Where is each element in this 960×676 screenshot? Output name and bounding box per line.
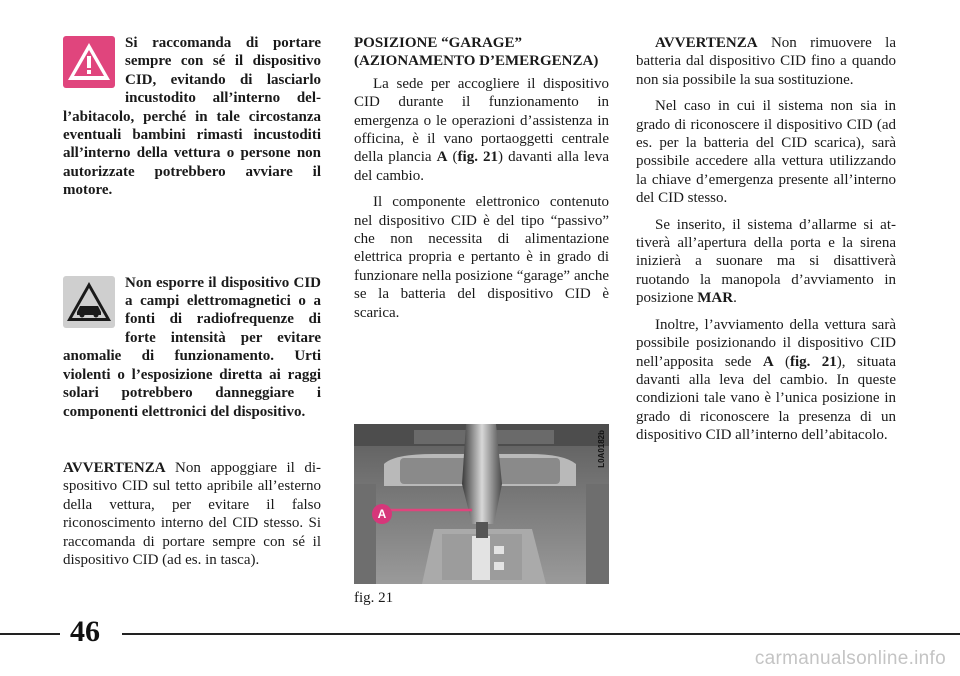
warning-note-1 [63,34,321,200]
avvertenza-label: AVVERTENZA [655,35,758,51]
warning-note-2 [63,274,321,421]
fig-ref: fig. 21 [457,149,499,166]
note-avvertenza-left [63,459,321,569]
warning-triangle-icon [63,36,115,88]
ref-a: A [436,149,448,166]
car-warning-icon [63,276,115,328]
note-text: Non appoggiare il dispositivo CID sul tetto apribile all’esterno della vettura, per evitare il falso riconoscimento interno del CID stesso. Si raccomanda di portare sempre con sé il dispositivo CID (ad es. in tasca). [63,459,321,568]
warning-text-1: Si raccomanda di portare sempre con sé il dispositivo CID, evitando di lasciarlo incustodito all’interno dell’abitacolo, perché in tale circostanza eventuali bambini rimasti incustoditi all’interno della vettura o persone non autorizzate potrebbero avviare il motore. [63,35,321,199]
middle-paragraph-2: Il componente elettronico contenuto nel dispositivo CID è del tipo “passivo” che non necessita di alimentazione elettrica propria e pertanto è in grado di funzionare nella posizione “garage” anche se la batteria del dispositivo CID è scarica. [354,194,609,321]
p1-text-a: La sede per accogliere il dispositivo CID durante il funzionamento in emergenza o le operazioni d’assistenza in officina, è il vano portaoggetti centrale della plancia [354,75,609,166]
right-paragraph-4 [636,316,896,445]
right-paragraph-3 [636,216,896,308]
ref-a-2: A [762,353,774,370]
footer-rule-right [122,633,960,635]
note-label: AVVERTENZA [63,459,166,476]
figure-code: L0A0182b [597,430,606,468]
p4-text-a: Inoltre, l’avviamento della vettura sarà possibile posizionando il dispositivo CID nell’apposita sede [636,316,896,370]
warning-text-2: Non esporre il dispositivo CID a campi elettromagnetici o a fonti di radiofrequenze di forte intensità per evitare anomalie di funzionamento. Urti violenti o l’esposizione diretta ai raggi solari potrebbero danneggiare i componenti elettronici del dispositivo. [63,274,321,420]
middle-column [354,34,609,322]
gear-console-photo [354,424,609,584]
right-paragraph-2: Nel caso in cui il sistema non sia in grado di riconoscere il dispositivo CID (ad es. per la batteria del CID scarica), sarà possibile accedere alla vettura utilizzando la chiave d’emergenza presente all’interno del CID stesso. [636,98,896,207]
mar-label: MAR [697,290,734,307]
p3-text-a: Se inserito, il sistema d’allarme si attiverà all’apertura della porta e la sirena inizierà a suonare ma si disattiverà ruotando la manopola d’avviamento in posizione [636,216,896,307]
callout-a: A [372,504,392,524]
footer-rule-left [0,633,60,635]
figure-caption: fig. 21 [354,590,394,606]
middle-paragraph-1 [354,75,609,185]
fig-ref-2: fig. 21 [790,353,837,370]
p3-text-b: . [733,290,737,307]
p1-text: Non rimuovere la batteria dal dispositivo CID fino a quando non sia possibile la sua sostituzione. [636,35,896,88]
right-paragraph-1 [636,34,896,89]
figure-gear-console [354,424,609,584]
p1-text-b: ) davanti alla leva del cambio. [354,149,610,184]
right-column [636,34,896,445]
page-number: 46 [70,615,100,648]
left-column [63,34,321,569]
p4-open: ( [773,353,790,370]
section-heading-line1: POSIZIONE “GARAGE” [354,35,522,51]
section-heading-line2: (AZIONAMENTO D’EMERGENZA) [354,53,599,70]
p1-open: ( [447,149,458,166]
watermark: carmanualsonline.info [754,648,946,669]
p4-text-b: ), situata davanti alla leva del cambio. In queste condizioni tale vano è l’unica posizione in grado di riconoscere la presenza di un dispositivo CID all’interno dell’abitacolo. [636,353,897,444]
